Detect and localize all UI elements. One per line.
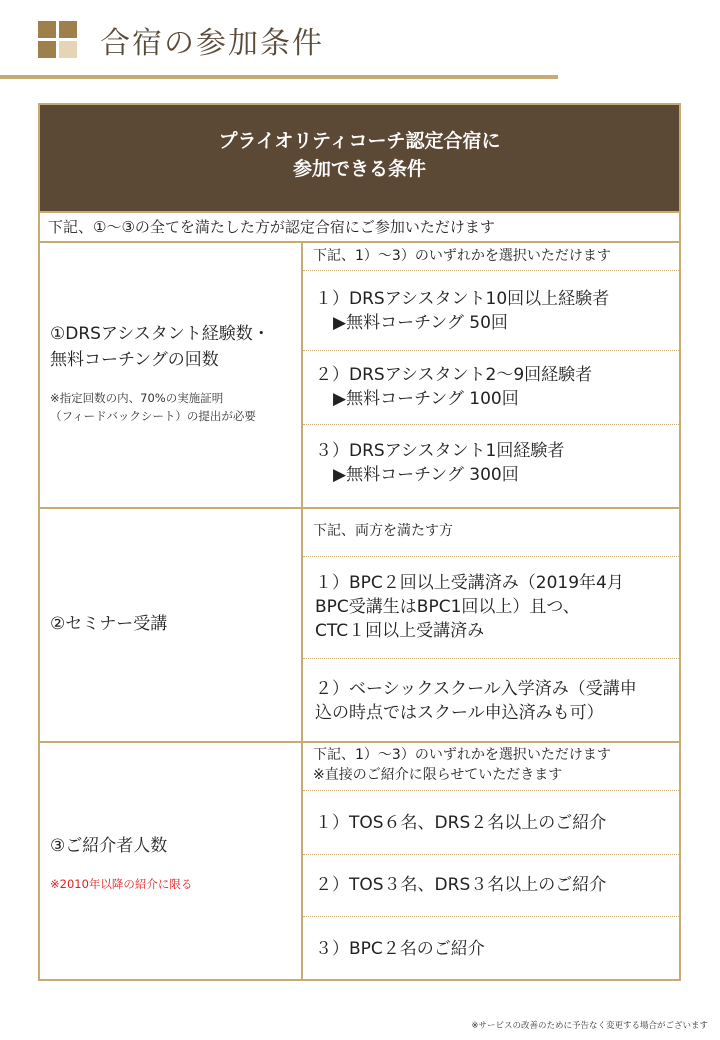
- section-referrals: [40, 743, 679, 979]
- option-item: ２）TOS３名、DRS３名以上のご紹介: [303, 855, 679, 917]
- section-label-cell: [40, 243, 303, 507]
- section-title: ①DRSアシスタント経験数・ 無料コーチングの回数: [50, 324, 270, 370]
- section-label-cell: [40, 509, 303, 741]
- section-seminar: [40, 509, 679, 743]
- section-options-cell: [303, 743, 679, 979]
- table-heading-line1: プライオリティコーチ認定合宿に: [218, 130, 501, 152]
- page-title: 合宿の参加条件: [100, 26, 324, 61]
- option-item: ２）DRSアシスタント2～9回経験者 ▶無料コーチング 100回: [303, 351, 679, 425]
- section-label-cell: [40, 743, 303, 979]
- brand-squares-icon: [38, 21, 78, 59]
- table-heading-line2: 参加できる条件: [292, 158, 426, 180]
- table-heading: [40, 105, 679, 211]
- option-item: １）DRSアシスタント10回以上経験者 ▶無料コーチング 50回: [303, 271, 679, 351]
- page-header: [0, 0, 720, 80]
- header-divider: [0, 75, 558, 79]
- footer-note: ※サービスの改善のために予告なく変更する場合がございます: [471, 1021, 708, 1031]
- option-item: ３）BPC２名のご紹介: [315, 939, 485, 959]
- option-item: １）BPC２回以上受講済み（2019年4月 BPC受講生はBPC1回以上）且つ、 CTC１回以上受講済み: [303, 557, 679, 659]
- section-options-cell: [303, 509, 679, 741]
- table-intro: 下記、①～③の全てを満たした方が認定合宿にご参加いただけます: [40, 211, 679, 243]
- section-title: ②セミナー受講: [50, 614, 168, 634]
- option-item: ２）ベーシックスクール入学済み（受講申 込の時点ではスクール申込済みも可）: [315, 679, 637, 723]
- option-item: １）TOS６名、DRS２名以上のご紹介: [303, 791, 679, 855]
- section-note: ※2010年以降の紹介に限る: [50, 877, 193, 891]
- section-note: ※指定回数の内、70%の実施証明 （フィードバックシート）の提出が必要: [50, 391, 256, 423]
- section-title: ③ご紹介者人数: [50, 836, 168, 856]
- section-drs-assistant: [40, 243, 679, 509]
- options-instruction: 下記、1）～3）のいずれかを選択いただけます: [303, 243, 679, 271]
- options-instruction: 下記、1）～3）のいずれかを選択いただけます ※直接のご紹介に限らせていただきます: [303, 743, 679, 791]
- options-instruction: 下記、両方を満たす方: [303, 509, 679, 557]
- section-options-cell: [303, 243, 679, 507]
- option-item: ３）DRSアシスタント1回経験者 ▶無料コーチング 300回: [315, 441, 565, 485]
- conditions-table: [38, 103, 681, 981]
